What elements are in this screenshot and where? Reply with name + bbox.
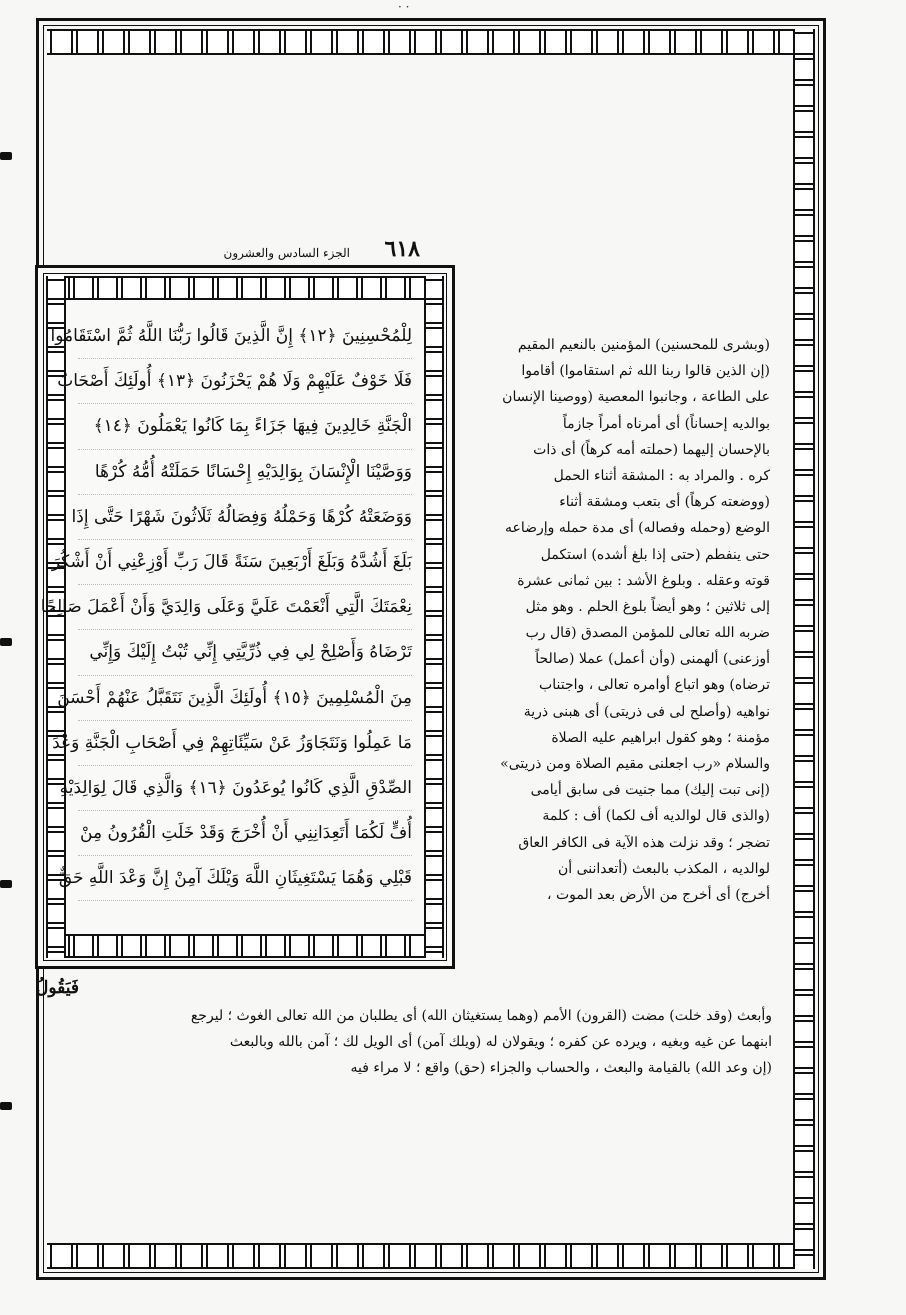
commentary-line: (والذى قال لوالديه أف لكما) أف : كلمة <box>542 808 770 825</box>
verse-line: الْجَنَّةِ خَالِدِينَ فِيهَا جَزَاءً بِمَا كَانُوا يَعْمَلُونَ ﴿١٤﴾ <box>78 404 412 449</box>
verse-line: بَلَغَ أَشُدَّهُ وَبَلَغَ أَرْبَعِينَ سَنَةً قَالَ رَبِّ أَوْزِعْنِي أَنْ أَشْكُرَ <box>78 540 412 585</box>
verse-line: أُفٍّ لَكُمَا أَتَعِدَانِنِي أَنْ أُخْرَجَ وَقَدْ خَلَتِ الْقُرُونُ مِنْ <box>78 811 412 856</box>
commentary-line: (إن وعد الله) بالقيامة والبعث ، والحساب والجزاء (حق) واقع ؛ لا مراء فيه <box>350 1060 772 1076</box>
verse-line: وَوَصَّيْنَا الْإِنْسَانَ بِوَالِدَيْهِ إِحْسَانًا حَمَلَتْهُ أُمُّهُ كُرْهًا <box>78 450 412 495</box>
commentary-line: (وبشرى للمحسنين) المؤمنين بالنعيم المقيم <box>517 337 770 353</box>
commentary-line: لوالديه ، المكذب بالبعث (أتعداننى أن <box>557 860 770 877</box>
commentary-line: ترضاه) وهو اتباع أوامره تعالى ، واجتناب <box>539 677 770 694</box>
margin-tab-mark <box>0 152 12 160</box>
page-header <box>170 236 420 266</box>
verse-line: وَوَضَعَتْهُ كُرْهًا وَحَمْلُهُ وَفِصَالُهُ ثَلَاثُونَ شَهْرًا حَتَّى إِذَا <box>78 495 412 540</box>
page-border-right-band <box>793 29 815 1269</box>
commentary-line: ابنهما عن غيه وبغيه ، ويرده عن كفره ؛ ويقولان له (ويلك آمن) أى الويل لك ؛ آمن بالله وبالبعث <box>229 1034 772 1050</box>
verse-line: تَرْضَاهُ وَأَصْلِحْ لِي فِي ذُرِّيَّتِي إِنِّي تُبْتُ إِلَيْكَ وَإِنِّي <box>78 630 412 675</box>
commentary-line: ضربه الله تعالى للمؤمن المصدق (قال رب <box>525 625 770 642</box>
commentary-line: إلى ثلاثين ؛ وهو أيضاً بلوغ الحلم . وهو مثل <box>525 598 770 615</box>
commentary-line: أوزعنى) ألهمنى (وأن أعمل) عملا (صالحاً <box>535 651 770 668</box>
margin-tab-mark <box>0 1102 12 1110</box>
page-number: ٦١٨ <box>384 236 420 262</box>
verse-line: مَا عَمِلُوا وَنَتَجَاوَزُ عَنْ سَيِّئَاتِهِمْ فِي أَصْحَابِ الْجَنَّةِ وَعْدَ <box>78 721 412 766</box>
verse-line: فَلَا خَوْفٌ عَلَيْهِمْ وَلَا هُمْ يَحْزَنُونَ ﴿١٣﴾ أُولَئِكَ أَصْحَابُ <box>78 359 412 404</box>
catchword: فَيَقُولُ <box>36 978 79 998</box>
commentary-line: مؤمنة ؛ وهو كقول ابراهيم عليه الصلاة <box>551 729 770 746</box>
verse-line: مِنَ الْمُسْلِمِينَ ﴿١٥﴾ أُولَئِكَ الَّذِينَ نَتَقَبَّلُ عَنْهُمْ أَحْسَنَ <box>78 676 412 721</box>
commentary-line: حتى ينفطم (حتى إذا بلغ أشده) استكمل <box>540 546 770 563</box>
commentary-line: كره . والمراد به : المشقة أثناء الحمل <box>553 467 770 484</box>
commentary-line: على الطاعة ، وجانبوا المعصية (ووصينا الإنسان <box>502 389 770 406</box>
verse-line: قَبْلِي وَهُمَا يَسْتَغِيثَانِ اللَّهَ وَيْلَكَ آمِنْ إِنَّ وَعْدَ اللَّهِ حَقٌّ <box>78 856 412 901</box>
verse-line: نِعْمَتَكَ الَّتِي أَنْعَمْتَ عَلَيَّ وَعَلَى وَالِدَيَّ وَأَنْ أَعْمَلَ صَالِحًا <box>78 585 412 630</box>
commentary-line: الوضع (وحمله وفصاله) أى مدة حمله وإرضاعه <box>505 520 770 537</box>
verse-line: الصِّدْقِ الَّذِي كَانُوا يُوعَدُونَ ﴿١٦﴾ وَالَّذِي قَالَ لِوَالِدَيْهِ <box>78 766 412 811</box>
commentary-line: (إنى تبت إليك) مما جنيت فى سابق أيامى <box>530 782 770 799</box>
commentary-line: بوالديه إحساناً) أى أمرناه أمراً جازماً <box>562 415 770 432</box>
quran-frame-right-band <box>424 276 444 958</box>
quran-verses <box>40 314 412 920</box>
commentary-line: نواهيه (وأصلح لى فى ذريتى) أى هبنى ذرية <box>523 703 770 720</box>
margin-tab-mark <box>0 638 12 646</box>
commentary-line: قوته وعقله . وبلوغ الأشد : بين ثمانى عشرة <box>517 572 770 589</box>
commentary-side-column <box>470 332 770 992</box>
commentary-line: والسلام «رب اجعلنى مقيم الصلاة ومن ذريتى» <box>500 756 770 772</box>
commentary-line: بالإحسان إليهما (حملته أمه كرهاً) أى ذات <box>533 441 770 458</box>
page-border-bottom-band <box>47 1243 815 1269</box>
commentary-line: (إن الذين قالوا ربنا الله ثم استقاموا) أقاموا <box>521 363 770 380</box>
commentary-line: وأبعث (وقد خلت) مضت (القرون) الأمم (وهما يستغيثان الله) أى يطلبان من الله تعالى الغوث ؛ ليرجع <box>190 1008 772 1024</box>
quran-text-frame <box>35 265 455 969</box>
quran-frame-top-band <box>46 276 444 300</box>
print-mark: · · <box>398 0 410 14</box>
verse-line: لِلْمُحْسِنِينَ ﴿١٢﴾ إِنَّ الَّذِينَ قَالُوا رَبُّنَا اللَّهُ ثُمَّ اسْتَقَامُوا <box>78 314 412 359</box>
commentary-line: (ووضعته كرهاً) أى بتعب ومشقة أثناء <box>559 494 770 511</box>
commentary-full-width <box>42 1003 772 1081</box>
page-border-top-band <box>47 29 815 55</box>
commentary-line: تضجر ؛ وقد نزلت هذه الآية فى الكافر العاق <box>518 834 770 851</box>
running-title: الجزء السادس والعشرون <box>223 246 350 260</box>
margin-tab-mark <box>0 880 12 888</box>
commentary-line: أخرج) أى أخرج من الأرض بعد الموت ، <box>547 886 770 903</box>
quran-frame-bottom-band <box>46 934 444 958</box>
